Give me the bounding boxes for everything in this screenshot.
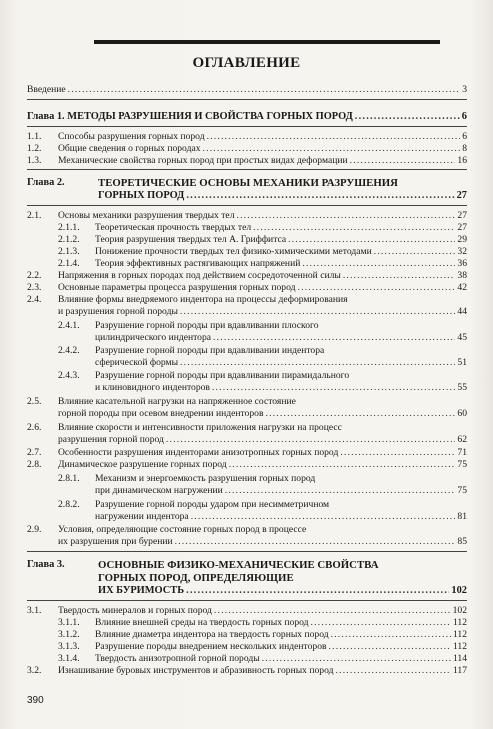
toc-entry-number: 1.1.	[27, 131, 42, 142]
toc-entry-number: 2.4.1.	[58, 320, 80, 331]
toc-entry-number: 2.8.1.	[58, 473, 80, 484]
toc-entry-page: 38	[457, 270, 467, 281]
toc-entry-title: Напряжения в горных породах под действием сосредоточенной силы	[58, 270, 341, 281]
chapter-label: Глава 3.	[27, 559, 65, 570]
toc-entry[interactable]	[95, 653, 467, 664]
leader-dots	[262, 653, 451, 664]
toc-entry-title-cont: цилиндрического индентора	[95, 332, 212, 343]
leader-dots	[175, 536, 456, 547]
chapter-page: 102	[451, 585, 467, 596]
toc-entry-intro[interactable]	[27, 84, 467, 95]
toc-entry[interactable]	[58, 210, 467, 221]
toc-entry-number: 1.2.	[27, 143, 42, 154]
toc-entry-page: 6	[462, 131, 467, 142]
toc-entry[interactable]	[95, 485, 467, 496]
toc-entry-page: 75	[457, 485, 467, 496]
toc-chapter-3[interactable]	[98, 585, 467, 596]
toc-entry-title[interactable]: Условия, определяющие состояние горных пород в процессе	[58, 524, 307, 535]
toc-entry-page: 32	[457, 246, 467, 257]
toc-entry-title[interactable]: Разрушение горной породы при вдавливании индентора	[95, 345, 325, 356]
toc-entry[interactable]	[58, 155, 467, 166]
toc-entry-title[interactable]: Разрушение горной породы при вдавливании пирамидального	[95, 370, 350, 381]
toc-entry-title: Введение	[27, 84, 66, 95]
section-divider	[27, 99, 467, 100]
leader-dots	[311, 617, 451, 628]
toc-entry[interactable]	[58, 143, 467, 154]
toc-chapter-2[interactable]	[98, 190, 467, 201]
toc-entry[interactable]	[95, 382, 467, 393]
toc-entry-page: 112	[452, 641, 467, 652]
toc-entry[interactable]	[58, 270, 467, 281]
toc-entry[interactable]	[95, 234, 467, 245]
toc-entry-page: 42	[457, 282, 467, 293]
leader-dots	[236, 210, 455, 221]
toc-entry-number: 2.8.	[27, 459, 42, 470]
toc-entry-page: 27	[457, 210, 467, 221]
toc-entry-number: 2.4.3.	[58, 370, 80, 381]
chapter-title-line[interactable]: ГОРНЫХ ПОРОД, ОПРЕДЕЛЯЮЩИЕ	[98, 572, 294, 584]
toc-entry-title: Основы механики разрушения твердых тел	[58, 210, 235, 221]
leader-dots	[186, 190, 454, 201]
toc-entry-number: 2.5.	[27, 396, 42, 407]
toc-entry-page: 36	[457, 258, 467, 269]
toc-entry-number: 2.3.	[27, 282, 42, 293]
toc-entry-title: Твердость минералов и горных пород	[58, 605, 212, 616]
toc-entry-page: 114	[452, 653, 467, 664]
toc-entry-number: 3.2.	[27, 665, 42, 676]
toc-entry-title-cont: их разрушения при бурении	[58, 536, 173, 547]
toc-entry-page: 3	[462, 84, 467, 95]
toc-entry-page: 60	[457, 408, 467, 419]
section-divider	[27, 600, 467, 601]
toc-entry-title-cont: сферической формы	[95, 357, 179, 368]
toc-entry-title-cont: при динамическом нагружении	[95, 485, 223, 496]
leader-dots	[298, 282, 456, 293]
leader-dots	[288, 234, 455, 245]
toc-entry-number: 3.1.3.	[58, 641, 80, 652]
chapter-title-line: ИХ БУРИМОСТЬ	[98, 585, 185, 596]
chapter-title-line: ГОРНЫХ ПОРОД	[98, 190, 185, 201]
toc-entry[interactable]	[58, 306, 467, 317]
leader-dots	[343, 270, 456, 281]
toc-entry-number: 2.7.	[27, 447, 42, 458]
toc-entry-title: Разрушение породы внедрением нескольких инденторов	[95, 641, 327, 652]
leader-dots	[374, 246, 456, 257]
toc-entry[interactable]	[58, 447, 467, 458]
leader-dots	[180, 306, 456, 317]
toc-entry-title: Теория эффективных растягивающих напряжений	[95, 258, 301, 269]
chapter-title-line[interactable]: ОСНОВНЫЕ ФИЗИКО-МЕХАНИЧЕСКИЕ СВОЙСТВА	[98, 559, 379, 571]
toc-entry-page: 112	[452, 617, 467, 628]
toc-entry-page: 44	[457, 306, 467, 317]
toc-entry-number: 3.1.1.	[58, 617, 80, 628]
leader-dots	[355, 111, 460, 122]
toc-entry-title-cont: нагружении индентора	[95, 511, 189, 522]
leader-dots	[203, 143, 461, 154]
leader-dots	[212, 382, 455, 393]
toc-entry-page: 62	[457, 434, 467, 445]
toc-entry-title: Влияние диаметра индентора на твердость горных пород	[95, 629, 329, 640]
toc-entry[interactable]	[95, 629, 467, 640]
toc-entry-number: 3.1.4.	[58, 653, 80, 664]
toc-entry-title[interactable]: Влияние формы внедряемого индентора на процессы деформирования	[58, 294, 348, 305]
chapter-title: Глава 1. МЕТОДЫ РАЗРУШЕНИЯ И СВОЙСТВА ГОРНЫХ ПОРОД	[27, 111, 353, 122]
toc-entry-number: 1.3.	[27, 155, 42, 166]
toc-entry-number: 2.2.	[27, 270, 42, 281]
toc-entry-title-cont: разрушения горной пород	[58, 434, 164, 445]
toc-entry-title: Особенности разрушения инденторами анизотропных горных пород	[58, 447, 339, 458]
leader-dots	[229, 459, 456, 470]
toc-entry-number: 3.1.2.	[58, 629, 80, 640]
chapter-page: 6	[461, 111, 467, 122]
toc-entry-number: 2.4.2.	[58, 345, 80, 356]
toc-entry-title[interactable]: Механизм и энергоемкость разрушения горных пород	[95, 473, 316, 484]
leader-dots	[213, 332, 455, 343]
leader-dots	[350, 155, 456, 166]
toc-entry-page: 16	[457, 155, 467, 166]
toc-entry-page: 27	[457, 222, 467, 233]
leader-dots	[214, 605, 451, 616]
toc-entry-number: 2.9.	[27, 524, 42, 535]
leader-dots	[166, 434, 455, 445]
leader-dots	[68, 84, 461, 95]
leader-dots	[336, 665, 451, 676]
toc-entry[interactable]	[58, 536, 467, 547]
chapter-label: Глава 2.	[27, 177, 65, 188]
leader-dots	[340, 447, 455, 458]
toc-entry-number: 2.6.	[27, 422, 42, 433]
section-divider	[27, 551, 467, 552]
toc-entry-title[interactable]: Разрушение горной породы ударом при несимметричном	[95, 499, 330, 510]
toc-entry[interactable]	[95, 617, 467, 628]
toc-entry-title: Изнашивание буровых инструментов и абразивность горных пород	[58, 665, 334, 676]
leader-dots	[186, 585, 449, 596]
toc-entry-title: Твердость анизотропной горной породы	[95, 653, 260, 664]
toc-entry-page: 112	[452, 629, 467, 640]
toc-entry[interactable]	[95, 332, 467, 343]
leader-dots	[207, 131, 461, 142]
toc-entry[interactable]	[95, 357, 467, 368]
leader-dots	[253, 222, 455, 233]
toc-entry-number: 2.1.2.	[58, 234, 80, 245]
toc-entry[interactable]	[95, 246, 467, 257]
toc-entry-title: Понижение прочности твердых тел физико-химическими методами	[95, 246, 372, 257]
toc-entry[interactable]	[95, 641, 467, 652]
toc-entry-number: 2.4.	[27, 294, 42, 305]
toc-entry[interactable]	[58, 459, 467, 470]
section-divider	[27, 205, 467, 206]
toc-entry-title: Теория разрушения твердых тел А. Гриффитса	[95, 234, 287, 245]
toc-entry-page: 85	[457, 536, 467, 547]
toc-entry[interactable]	[95, 511, 467, 522]
toc-entry-number: 2.1.3.	[58, 246, 80, 257]
leader-dots	[331, 629, 451, 640]
toc-entry-title[interactable]: Влияние скорости и интенсивности приложения нагрузки на процесс	[58, 422, 342, 433]
toc-entry[interactable]	[95, 258, 467, 269]
toc-entry-title-cont: горной породы при осевом внедрении инденторов	[58, 408, 264, 419]
toc-entry-title[interactable]: Влияние касательной нагрузки на напряженное состояние	[58, 396, 296, 407]
toc-entry-page: 71	[457, 447, 467, 458]
toc-entry[interactable]	[95, 222, 467, 233]
leader-dots	[302, 258, 455, 269]
toc-entry[interactable]	[58, 434, 467, 445]
toc-entry-page: 8	[462, 143, 467, 154]
toc-entry[interactable]	[58, 408, 467, 419]
section-divider	[27, 126, 467, 127]
leader-dots	[225, 485, 456, 496]
leader-dots	[191, 511, 456, 522]
toc-entry-number: 3.1.	[27, 605, 42, 616]
leader-dots	[265, 408, 455, 419]
toc-entry-title: Теоретическая прочность твердых тел	[95, 222, 252, 233]
toc-entry-title: Динамическое разрушение горных пород	[58, 459, 227, 470]
toc-entry-page: 29	[457, 234, 467, 245]
toc-entry-number: 2.8.2.	[58, 499, 80, 510]
toc-entry-page: 51	[457, 357, 467, 368]
toc-entry[interactable]	[58, 282, 467, 293]
toc-entry-title: Влияние внешней среды на твердость горных пород	[95, 617, 309, 628]
leader-dots	[180, 357, 455, 368]
toc-entry-title-cont: и разрушения горной породы	[58, 306, 178, 317]
toc-entry-page: 102	[452, 605, 467, 616]
chapter-title-line[interactable]: ТЕОРЕТИЧЕСКИЕ ОСНОВЫ МЕХАНИКИ РАЗРУШЕНИЯ	[98, 177, 398, 189]
chapter-page: 27	[456, 190, 467, 201]
section-divider	[27, 169, 467, 170]
toc-entry-page: 55	[457, 382, 467, 393]
toc-entry-title[interactable]: Разрушение горной породы при вдавливании плоского	[95, 320, 319, 331]
toc-entry-page: 45	[457, 332, 467, 343]
page-title: ОГЛАВЛЕНИЕ	[192, 55, 301, 71]
toc-entry-number: 2.1.4.	[58, 258, 80, 269]
toc-entry-title: Способы разрушения горных пород	[58, 131, 205, 142]
toc-entry-title: Механические свойства горных пород при простых видах деформации	[58, 155, 348, 166]
toc-entry-title: Основные параметры процесса разрушения горных пород	[58, 282, 296, 293]
toc-entry-page: 81	[457, 511, 467, 522]
toc-entry-number: 2.1.	[27, 210, 42, 221]
toc-entry-number: 2.1.1.	[58, 222, 80, 233]
page-number: 390	[27, 695, 44, 706]
toc-entry-title-cont: и клиновидного инденторов	[95, 382, 210, 393]
toc-entry[interactable]	[58, 665, 467, 676]
toc-entry-page: 117	[452, 665, 467, 676]
toc-entry-page: 75	[457, 459, 467, 470]
toc-entry[interactable]	[58, 131, 467, 142]
toc-entry-title: Общие сведения о горных породах	[58, 143, 201, 154]
toc-entry[interactable]	[58, 605, 467, 616]
toc-chapter-1[interactable]	[27, 111, 467, 122]
leader-dots	[329, 641, 451, 652]
